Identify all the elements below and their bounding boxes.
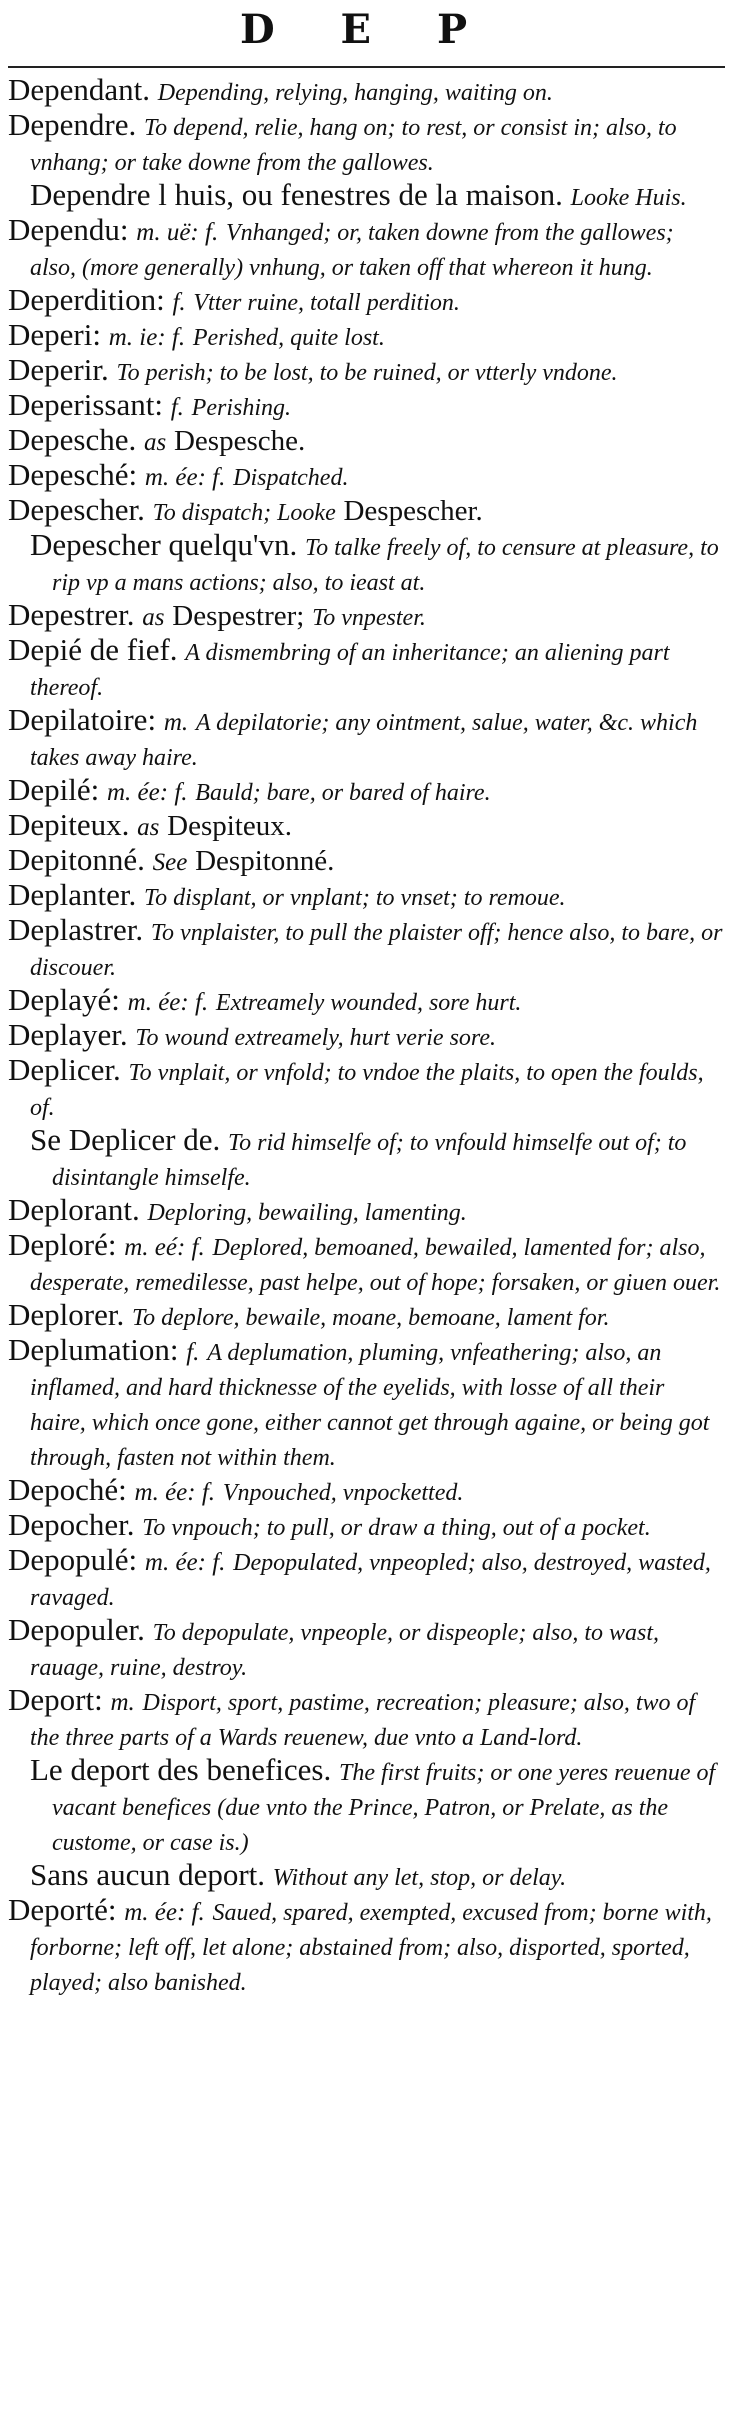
- headword: Depoché:: [8, 1472, 127, 1507]
- definition: Disport, sport, pastime, recreation; pleasure; also, two of the three parts of a Wards reuenew, due vnto a Land-lord.: [30, 1690, 696, 1751]
- grammar-note: as: [142, 604, 165, 631]
- definition: To vnplait, or vnfold; to vndoe the plaits, to open the foulds, of.: [30, 1060, 704, 1121]
- dictionary-entry: [8, 1229, 725, 1299]
- dictionary-entry: [8, 1054, 725, 1124]
- grammar-note: m.: [110, 1689, 135, 1716]
- headword: Depestrer.: [8, 597, 135, 632]
- dictionary-entry: [8, 494, 725, 529]
- headword: Deplastrer.: [8, 912, 144, 947]
- definition: To deplore, bewaile, moane, bemoane, lament for.: [131, 1305, 610, 1331]
- dictionary-entry: [8, 704, 725, 774]
- sub-entry: [8, 1754, 725, 1859]
- headword: Depescher quelqu'vn.: [30, 527, 298, 562]
- headword: Depocher.: [8, 1507, 135, 1542]
- headword: Se Deplicer de.: [30, 1122, 221, 1157]
- grammar-note: m. ée: f.: [144, 1549, 226, 1576]
- headword: Deperdition:: [8, 282, 165, 317]
- dictionary-entry: [8, 1894, 725, 1999]
- definition: Bauld; bare, or bared of haire.: [195, 780, 491, 806]
- grammar-note: f.: [186, 1339, 200, 1366]
- grammar-note: m. ée: f.: [107, 779, 188, 806]
- dictionary-entry: [8, 1019, 725, 1054]
- dictionary-entry: [8, 599, 725, 634]
- grammar-note: f.: [172, 289, 186, 316]
- definition: Saued, spared, exempted, excused from; borne with, forborne; left off, let alone; abstained from; also, disported, sported, played; also banished.: [30, 1900, 712, 1996]
- definition: Without any let, stop, or delay.: [272, 1865, 567, 1891]
- definition: To perish; to be lost, to be ruined, or vtterly vndone.: [116, 360, 618, 386]
- dictionary-entry: [8, 1474, 725, 1509]
- dictionary-entry: [8, 389, 725, 424]
- headword: Deplicer.: [8, 1052, 121, 1087]
- headword: Depitonné.: [8, 842, 145, 877]
- headword: Depiteux.: [8, 807, 130, 842]
- definition: A depilatorie; any ointment, salue, water, &c. which takes away haire.: [30, 710, 698, 771]
- dictionary-entry: [8, 879, 725, 914]
- grammar-note: m. ée: f.: [144, 464, 226, 491]
- headword: Deperir.: [8, 352, 109, 387]
- definition: To displant, or vnplant; to vnset; to remoue.: [144, 885, 566, 911]
- definition: To rid himselfe of; to vnfould himselfe out of; to disintangle himselfe.: [52, 1130, 687, 1191]
- entries-list: [8, 74, 725, 1999]
- grammar-note: m. ée: f.: [127, 989, 209, 1016]
- headword: Deploré:: [8, 1227, 117, 1262]
- definition: To depend, relie, hang on; to rest, or consist in; also, to vnhang; or take downe from the gallowes.: [30, 115, 677, 176]
- dictionary-entry: [8, 809, 725, 844]
- cross-reference: Despitonné.: [195, 845, 335, 877]
- headword: Depesche.: [8, 422, 137, 457]
- definition: A deplumation, pluming, vnfeathering; also, an inflamed, and hard thicknesse of the eyelids, with losse of all their haire, which once gone, either cannot get through againe, or being got through, fasten not within them.: [30, 1340, 710, 1471]
- definition: Deploring, bewailing, lamenting.: [147, 1200, 467, 1226]
- definition: Deplored, bemoaned, bewailed, lamented for; also, desperate, remedilesse, past helpe, out of hope; forsaken, or giuen ouer.: [30, 1235, 721, 1296]
- definition: To depopulate, vnpeople, or dispeople; also, to wast, rauage, ruine, destroy.: [30, 1620, 660, 1681]
- definition: Vnpouched, vnpocketted.: [222, 1480, 464, 1506]
- grammar-note: See: [152, 849, 188, 876]
- dictionary-entry: [8, 844, 725, 879]
- grammar-note: m. ée: f.: [124, 1899, 205, 1926]
- sub-entry: [8, 179, 725, 214]
- dictionary-entry: [8, 1544, 725, 1614]
- grammar-note: m. eé: f.: [124, 1234, 205, 1261]
- headword: Depesché:: [8, 457, 138, 492]
- grammar-note: m. ie: f.: [108, 324, 186, 351]
- definition: To vnplaister, to pull the plaister off; hence also, to bare, or discouer.: [30, 920, 723, 981]
- headword: Le deport des benefices.: [30, 1752, 332, 1787]
- headword: Deplanter.: [8, 877, 137, 912]
- headword: Deplayer.: [8, 1017, 128, 1052]
- dictionary-entry: [8, 984, 725, 1019]
- headword: Deplorer.: [8, 1297, 125, 1332]
- dictionary-entry: [8, 1299, 725, 1334]
- cross-reference: Despestrer;: [172, 600, 305, 632]
- dictionary-entry: [8, 774, 725, 809]
- headword: Depié de fief.: [8, 632, 178, 667]
- definition: Perishing.: [191, 395, 291, 421]
- dictionary-entry: [8, 914, 725, 984]
- dictionary-entry: [8, 319, 725, 354]
- headword: Dependre l huis, ou fenestres de la maison.: [30, 177, 563, 212]
- definition: The first fruits; or one yeres reuenue of vacant benefices (due vnto the Prince, Patron, or Prelate, as the custome, or case is.): [52, 1760, 716, 1856]
- dictionary-entry: [8, 634, 725, 704]
- dictionary-entry: [8, 459, 725, 494]
- dictionary-entry: [8, 1509, 725, 1544]
- headword: Deplorant.: [8, 1192, 140, 1227]
- dictionary-entry: [8, 1334, 725, 1474]
- dictionary-entry: [8, 1684, 725, 1754]
- cross-reference: Despescher.: [343, 495, 483, 527]
- definition: Dispatched.: [233, 465, 349, 491]
- dictionary-entry: [8, 354, 725, 389]
- headword: Deperissant:: [8, 387, 163, 422]
- headword: Deplumation:: [8, 1332, 179, 1367]
- definition: To dispatch; Looke: [152, 500, 336, 526]
- dictionary-entry: [8, 424, 725, 459]
- headword: Depopuler.: [8, 1612, 145, 1647]
- dictionary-entry: [8, 284, 725, 319]
- headword: Dependant.: [8, 72, 151, 107]
- sub-entry: [8, 529, 725, 599]
- definition: Looke Huis.: [570, 185, 687, 211]
- headword: Depilé:: [8, 772, 100, 807]
- headword: Deport:: [8, 1682, 103, 1717]
- headword: Depescher.: [8, 492, 145, 527]
- definition: A dismembring of an inheritance; an aliening part thereof.: [30, 640, 670, 701]
- grammar-note: m.: [163, 709, 189, 736]
- dictionary-entry: [8, 1194, 725, 1229]
- definition: Depending, relying, hanging, waiting on.: [157, 80, 553, 106]
- sub-entry: [8, 1859, 725, 1894]
- headword: Depopulé:: [8, 1542, 138, 1577]
- definition: To vnpester.: [312, 605, 426, 631]
- headword: Sans aucun deport.: [30, 1857, 266, 1892]
- definition: Perished, quite lost.: [192, 325, 385, 351]
- grammar-note: as: [144, 429, 167, 456]
- dictionary-entry: [8, 214, 725, 284]
- page-header: D E P: [239, 6, 494, 53]
- dictionary-entry: [8, 109, 725, 179]
- cross-reference: Despiteux.: [167, 810, 292, 842]
- grammar-note: f.: [170, 394, 184, 421]
- headword: Deporté:: [8, 1892, 117, 1927]
- headword: Dependu:: [8, 212, 129, 247]
- definition: Depopulated, vnpeopled; also, destroyed, wasted, ravaged.: [30, 1550, 711, 1611]
- cross-reference: Despesche.: [173, 425, 306, 457]
- definition: Vtter ruine, totall perdition.: [193, 290, 460, 316]
- grammar-note: m. uë: f.: [136, 219, 219, 246]
- definition: Vnhanged; or, taken downe from the gallowes; also, (more generally) vnhung, or taken off that whereon it hung.: [30, 220, 674, 281]
- definition: To vnpouch; to pull, or draw a thing, out of a pocket.: [142, 1515, 651, 1541]
- grammar-note: as: [137, 814, 160, 841]
- grammar-note: m. ée: f.: [134, 1479, 216, 1506]
- sub-entry: [8, 1124, 725, 1194]
- header-rule: [8, 66, 725, 68]
- dictionary-entry: [8, 74, 725, 109]
- headword: Deplayé:: [8, 982, 120, 1017]
- headword: Dependre.: [8, 107, 137, 142]
- headword: Deperi:: [8, 317, 101, 352]
- definition: Extreamely wounded, sore hurt.: [215, 990, 522, 1016]
- dictionary-entry: [8, 1614, 725, 1684]
- headword: Depilatoire:: [8, 702, 157, 737]
- definition: To wound extreamely, hurt verie sore.: [135, 1025, 497, 1051]
- definition: To talke freely of, to censure at pleasure, to rip vp a mans actions; also, to ieast at.: [52, 535, 719, 596]
